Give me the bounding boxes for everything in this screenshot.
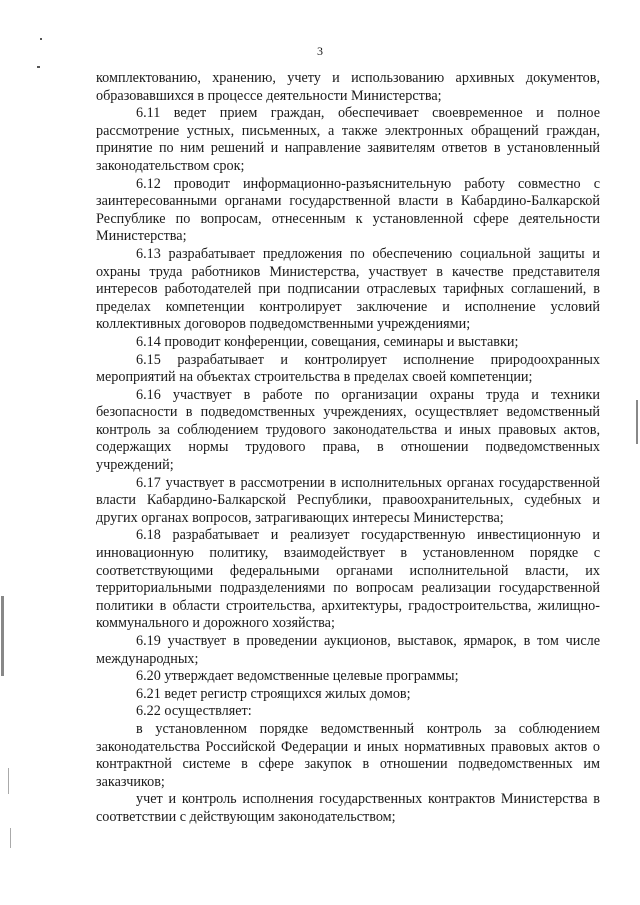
scan-mark: [37, 66, 40, 68]
document-body: [96, 70, 600, 827]
scan-mark: [8, 768, 9, 794]
scan-mark: [636, 400, 638, 444]
paragraph: 6.14 проводит конференции, совещания, семинары и выставки;: [136, 333, 519, 350]
paragraph: 6.18 разрабатывает и реализует государственную инвестиционную и инновационную политику, взаимодействует в установленном порядке с соответствующими федеральными органами исполнительной власти, их территориальными подразделениями по вопросам реализации государственной политики в области строительства, архитектуры, градостроительства, жилищно-коммунального и дорожного хозяйства;: [96, 527, 600, 632]
scan-mark: [40, 38, 42, 40]
paragraph: 6.11 ведет прием граждан, обеспечивает своевременное и полное рассмотрение устных, письменных, а также электронных обращений граждан, принятие по ним решений и направление заявителям ответов в установленный законодательством срок;: [96, 105, 600, 174]
paragraph: учет и контроль исполнения государственных контрактов Министерства в соответствии с действующим законодательством;: [96, 791, 600, 825]
paragraph: в установленном порядке ведомственный контроль за соблюдением законодательства Российской Федерации и иных нормативных правовых актов о контрактной системе в сфере закупок в отношении подведомственных им заказчиков;: [96, 720, 600, 790]
paragraph: 6.16 участвует в работе по организации охраны труда и техники безопасности в подведомственных учреждениях, осуществляет ведомственный контроль за соблюдением трудового законодательства и иных правовых актов, содержащих нормы трудового права, в отношении подведомственных учреждений;: [96, 386, 600, 474]
scan-mark: [10, 828, 11, 848]
paragraph: 6.13 разрабатывает предложения по обеспечению социальной защиты и охраны труда работников Министерства, участвует в качестве представителя интересов работодателей при подписании отраслевых тарифных соглашений, в пределах компетенции контролирует заключение и исполнение условий коллективных договоров подведомственными учреждениями;: [96, 245, 600, 333]
paragraph: 6.12 проводит информационно-разъяснительную работу совместно с заинтересованными органами государственной власти в Кабардино-Балкарской Республике по вопросам, отнесенным к установленной сфере деятельности Министерства;: [96, 175, 600, 245]
paragraph: 6.15 разрабатывает и контролирует исполнение природоохранных мероприятий на объектах строительства в пределах своей компетенции;: [96, 351, 600, 386]
scan-mark: [1, 596, 4, 676]
paragraph: 6.22 осуществляет:: [136, 703, 252, 720]
paragraph: комплектованию, хранению, учету и использованию архивных документов, образовавшихся в процессе деятельности Министерства;: [96, 70, 600, 104]
paragraph: 6.19 участвует в проведении аукционов, выставок, ярмарок, в том числе международных;: [96, 633, 600, 667]
paragraph: 6.21 ведет регистр строящихся жилых домов;: [136, 685, 411, 702]
paragraph: 6.17 участвует в рассмотрении в исполнительных органах государственной власти Кабардино-Балкарской Республики, правоохранительных, судебных и других органах вопросов, затрагивающих интересы Министерства;: [96, 474, 600, 526]
page-number: 3: [317, 44, 323, 58]
paragraph: 6.20 утверждает ведомственные целевые программы;: [136, 668, 459, 685]
